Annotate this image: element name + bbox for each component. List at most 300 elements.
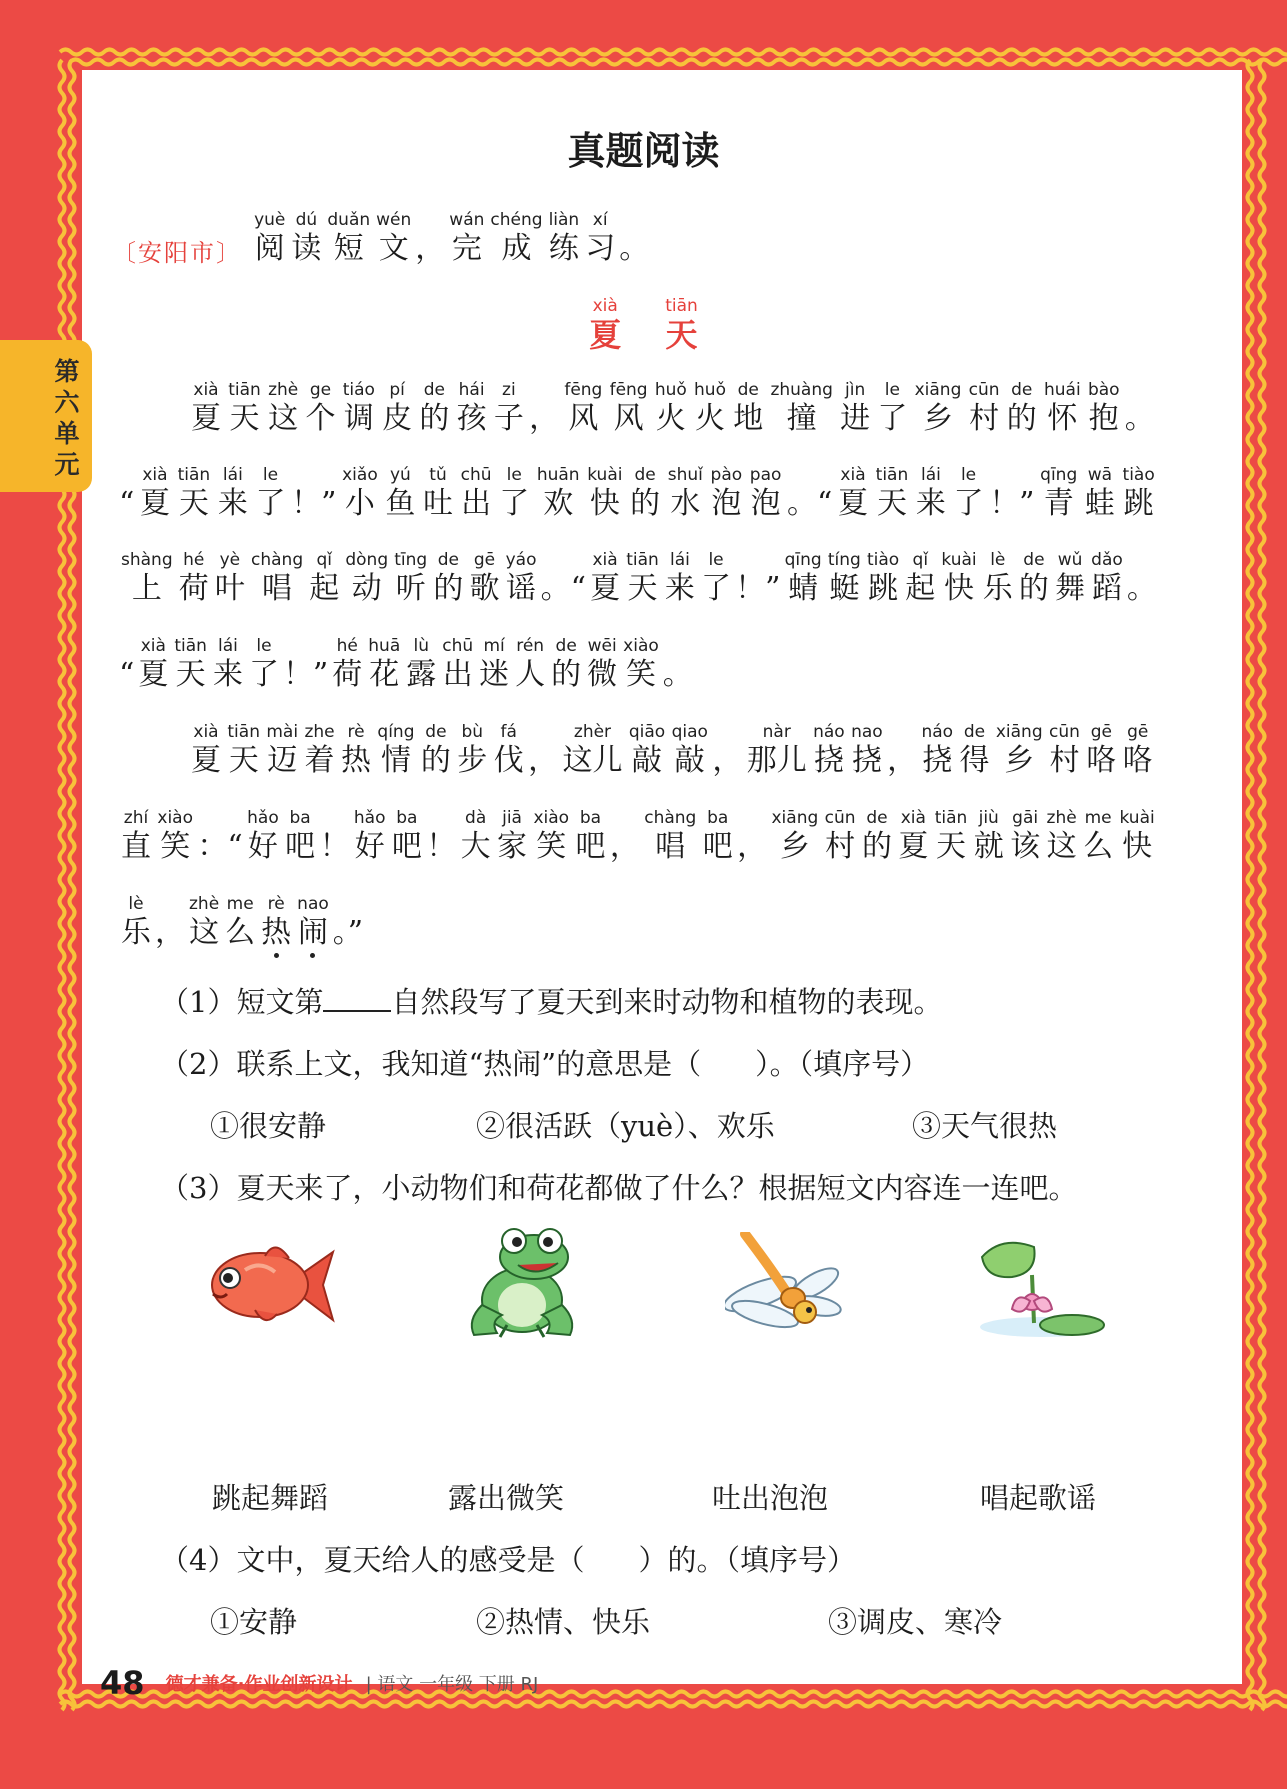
passage-char [227, 722, 260, 780]
hanzi: 吧 [702, 829, 733, 864]
hanzi: 天 [229, 401, 260, 436]
punctuation: ！ [426, 829, 457, 864]
passage-char [343, 380, 375, 438]
punctuation: ！” [291, 486, 337, 521]
hanzi: 来 [915, 486, 946, 521]
passage-char [179, 550, 209, 608]
passage-char [191, 380, 221, 438]
hanzi: 蹈 [1091, 571, 1122, 606]
answer-blank[interactable] [323, 984, 391, 1012]
pinyin: xiǎo [342, 465, 378, 485]
hanzi: 的 [630, 486, 661, 521]
passage-line [188, 722, 1156, 780]
hanzi: 舞 [1055, 571, 1086, 606]
hanzi: 敲 [674, 743, 705, 778]
hanzi: 快 [589, 486, 620, 521]
pinyin: shuǐ [667, 465, 703, 485]
passage-char [461, 808, 491, 866]
instruction-char [291, 210, 321, 268]
pinyin: tiān [177, 465, 211, 485]
pinyin: wán [449, 210, 485, 230]
pinyin: chàng [251, 550, 304, 570]
hanzi: 家 [497, 829, 528, 864]
pinyin: le [506, 465, 522, 485]
pinyin: qīng [784, 550, 822, 570]
pinyin: chū [442, 636, 474, 656]
hanzi: 吐 [423, 486, 454, 521]
pinyin: xià [193, 722, 219, 742]
hanzi: 谣 [506, 571, 537, 606]
hanzi: 露 [406, 657, 437, 692]
pinyin: wēi [587, 636, 617, 656]
hanzi: 完 [451, 231, 482, 266]
punctuation: ！” [735, 571, 781, 606]
source-label: 〔安阳市〕 [112, 239, 242, 267]
hanzi: 天 [936, 829, 967, 864]
hanzi: 么 [225, 915, 256, 950]
hanzi: 挠 [922, 743, 953, 778]
instruction-char [376, 210, 411, 268]
pinyin: cūn [824, 808, 856, 828]
pinyin: hǎo [353, 808, 386, 828]
passage-char [825, 808, 856, 866]
hanzi: 天 [876, 486, 907, 521]
pinyin: tiān [228, 380, 261, 400]
passage-char [247, 808, 279, 866]
pinyin: de [423, 380, 446, 400]
pinyin: jìn [845, 380, 866, 400]
punctuation: ， [155, 915, 185, 950]
passage-line [118, 894, 364, 952]
pinyin: dǎo [1091, 550, 1123, 570]
hanzi: 荷 [178, 571, 209, 606]
punctuation: ！” [282, 657, 329, 692]
hanzi: 快 [1122, 829, 1153, 864]
pinyin: fēng [609, 380, 648, 400]
hanzi: 的 [861, 829, 892, 864]
punctuation: ！” [989, 486, 1035, 521]
hanzi: 欢 [543, 486, 574, 521]
passage-char [392, 808, 422, 866]
hanzi: 天 [665, 316, 698, 354]
passage-char [877, 380, 907, 438]
instruction-text [251, 210, 650, 268]
passage-char [266, 722, 298, 780]
hanzi: 青 [1043, 486, 1074, 521]
unit-tab-label: 第六单元 [54, 357, 80, 479]
pinyin: shàng [121, 550, 173, 570]
hanzi: 乡 [923, 401, 953, 436]
passage-char [174, 636, 207, 694]
passage-char [1019, 550, 1049, 608]
action-label-1: 跳起舞蹈 [212, 1481, 329, 1515]
hanzi: 的 [551, 657, 582, 692]
pinyin: fēng [564, 380, 603, 400]
pinyin: gē [1090, 722, 1112, 742]
hanzi: 直 [121, 829, 151, 864]
passage-char [225, 894, 255, 952]
lotus-icon[interactable] [972, 1235, 1122, 1340]
page-number: 48 [100, 1664, 145, 1702]
passage-char [915, 380, 962, 438]
pinyin: de [737, 380, 759, 400]
passage-char [1055, 550, 1085, 608]
passage-char [297, 894, 329, 952]
passage-char [394, 550, 427, 608]
pinyin: qīng [1040, 465, 1078, 485]
passage-char [419, 380, 449, 438]
passage-char [564, 380, 602, 438]
passage-char [770, 380, 832, 438]
punctuation: 。 [619, 231, 650, 266]
passage-char [533, 808, 569, 866]
pinyin: ba [396, 808, 418, 828]
pinyin: gē [473, 550, 496, 570]
book-info: | 语文 一年级 下册 RJ [365, 1674, 539, 1695]
passage-char [442, 636, 473, 694]
passage-char [575, 808, 605, 866]
punctuation: 。“ [540, 571, 586, 606]
pinyin: kuài [941, 550, 977, 570]
punctuation: ， [609, 829, 640, 864]
pinyin: dú [295, 210, 318, 230]
passage-char [772, 808, 819, 866]
punctuation: ！ [319, 829, 350, 864]
question-4: （4）文中，夏天给人的感受是（ ）的。（填序号） [160, 1543, 856, 1577]
fish-icon[interactable] [205, 1230, 335, 1335]
hanzi: 读 [291, 231, 322, 266]
hanzi: 笑 [625, 657, 656, 692]
pinyin: nao [851, 722, 883, 742]
passage-char [1123, 722, 1153, 780]
pinyin: tiào [1122, 465, 1155, 485]
pinyin: dòng [345, 550, 389, 570]
pinyin: me [1084, 808, 1112, 828]
passage-char [457, 380, 487, 438]
passage-char [672, 722, 708, 780]
hanzi: 村 [969, 401, 1000, 436]
q2-option-1: ①很安静 [210, 1109, 327, 1143]
hanzi: 的 [419, 401, 450, 436]
pinyin: xiào [623, 636, 659, 656]
hanzi: 热 [341, 743, 372, 778]
pinyin: huān [536, 465, 580, 485]
hanzi: 子 [493, 401, 524, 436]
hanzi: 村 [825, 829, 856, 864]
pinyin: de [866, 808, 888, 828]
hanzi: 皮 [382, 401, 413, 436]
hanzi: 动 [351, 571, 382, 606]
pinyin: xiāng [771, 808, 819, 828]
passage-char [1123, 465, 1155, 523]
passage-char [268, 380, 298, 438]
hanzi: 撞 [786, 401, 817, 436]
passage-char [1085, 465, 1115, 523]
pinyin: huā [368, 636, 401, 656]
pinyin: bào [1087, 380, 1120, 400]
pinyin: zhèr [573, 722, 612, 742]
pinyin: de [425, 722, 447, 742]
hanzi: 练 [548, 231, 579, 266]
pinyin: gē [1127, 722, 1149, 742]
pinyin: duǎn [327, 210, 371, 230]
hanzi: 迈 [267, 743, 298, 778]
pinyin: de [437, 550, 459, 570]
pinyin: tiān [665, 296, 698, 316]
passage-char [121, 894, 151, 952]
passage-char [733, 380, 763, 438]
pinyin: hé [336, 636, 358, 656]
hanzi: 敲 [632, 743, 663, 778]
pinyin: tiān [626, 550, 659, 570]
passage-char [189, 894, 219, 952]
passage-char [304, 722, 334, 780]
pinyin: zhí [123, 808, 149, 828]
hanzi: 上 [131, 571, 162, 606]
q4-option-1: ①安静 [210, 1605, 298, 1639]
instruction-char [254, 210, 285, 268]
pinyin: de [963, 722, 986, 742]
passage-char [461, 465, 492, 523]
hanzi: 了 [877, 401, 908, 436]
hanzi: 闹 [297, 915, 328, 950]
hanzi: 来 [212, 657, 243, 692]
pinyin: huǒ [654, 380, 687, 400]
page-title: 真题阅读 [567, 129, 720, 173]
instruction-char [449, 210, 484, 268]
hanzi: 夏 [898, 829, 929, 864]
hanzi: 这 [1046, 829, 1077, 864]
punctuation: 。 [1126, 571, 1157, 606]
hanzi: 起 [905, 571, 936, 606]
passage-char [191, 722, 221, 780]
pinyin: rén [516, 636, 545, 656]
hanzi: 泡 [711, 486, 742, 521]
passage-char [121, 550, 173, 608]
story-title-char [665, 296, 698, 354]
pinyin: lái [920, 465, 941, 485]
pinyin: tiān [174, 636, 207, 656]
passage-line [118, 636, 694, 694]
hanzi: 夏 [139, 486, 170, 521]
pinyin: tiān [227, 722, 260, 742]
punctuation: “ [119, 486, 135, 521]
hanzi: 乐 [982, 571, 1013, 606]
passage-char [368, 636, 400, 694]
pinyin: yuè [254, 210, 286, 230]
pinyin: hái [458, 380, 485, 400]
hanzi: 夏 [589, 316, 622, 354]
pinyin: lè [990, 550, 1006, 570]
hanzi: 这 [268, 401, 299, 436]
passage-char [285, 808, 315, 866]
passage-char [499, 465, 529, 523]
brand-name: 德才兼备·作业创新设计 [165, 1674, 353, 1695]
pinyin: rè [267, 894, 285, 914]
hanzi: 个 [305, 401, 336, 436]
pinyin: pí [389, 380, 405, 400]
pinyin: zi [502, 380, 516, 400]
pinyin: rè [347, 722, 365, 742]
passage-char [385, 465, 415, 523]
passage-char [1049, 722, 1080, 780]
punctuation: ， [528, 743, 559, 778]
action-label-2: 露出微笑 [448, 1481, 565, 1515]
question-3: （3）夏天来了，小动物们和荷花都做了什么？根据短文内容连一连吧。 [160, 1171, 1078, 1205]
passage-char [905, 550, 935, 608]
hanzi: 天 [627, 571, 658, 606]
passage-char [1044, 380, 1081, 438]
pinyin: le [262, 465, 279, 485]
passage-char [954, 465, 984, 523]
hanzi: 村 [1049, 743, 1080, 778]
hanzi: 着 [304, 743, 335, 778]
pinyin: tíng [827, 550, 861, 570]
hanzi: 挠 [851, 743, 882, 778]
hanzi: 小 [344, 486, 375, 521]
q2-option-3: ③天气很热 [912, 1109, 1058, 1143]
hanzi: 听 [395, 571, 426, 606]
passage-char [665, 550, 695, 608]
hanzi: 唱 [262, 571, 293, 606]
passage-char [630, 465, 660, 523]
passage-char [354, 808, 386, 866]
hanzi: 出 [442, 657, 473, 692]
passage-char [1040, 465, 1077, 523]
pinyin: dà [465, 808, 487, 828]
story-title-char [589, 296, 621, 354]
hanzi: 这儿 [562, 743, 623, 778]
punctuation: 。” [332, 915, 364, 950]
pinyin: nao [297, 894, 329, 914]
passage-char [140, 465, 170, 523]
instruction [112, 210, 650, 268]
hanzi: 夏 [191, 401, 221, 436]
passage-char [668, 465, 703, 523]
passage-char [785, 550, 822, 608]
passage-char [256, 465, 286, 523]
passage-char [342, 465, 378, 523]
passage-char [750, 465, 782, 523]
hanzi: 蜓 [829, 571, 860, 606]
passage-char [629, 722, 665, 780]
passage-char [345, 550, 388, 608]
passage-char [309, 550, 339, 608]
pinyin: ge [309, 380, 332, 400]
pinyin: xià [592, 550, 618, 570]
pinyin: tiān [875, 465, 909, 485]
hanzi: 抱 [1088, 401, 1119, 436]
pinyin: mài [266, 722, 299, 742]
passage-char [983, 550, 1013, 608]
passage-char [996, 722, 1043, 780]
hanzi: 来 [664, 571, 695, 606]
passage-char [215, 550, 245, 608]
passage-char [421, 722, 451, 780]
passage-char [213, 636, 243, 694]
q4-option-3: ③调皮、寒冷 [828, 1605, 1003, 1639]
question-2: （2）联系上文，我知道“热闹”的意思是（ ）。（填序号） [160, 1047, 930, 1081]
punctuation: 。“ [787, 486, 833, 521]
pinyin: zhè [1046, 808, 1077, 828]
pinyin: jiā [502, 808, 522, 828]
pinyin: tīng [394, 550, 428, 570]
passage-char [138, 636, 168, 694]
passage-char [218, 465, 248, 523]
pinyin: cūn [1049, 722, 1080, 742]
hanzi: 歌 [469, 571, 500, 606]
dragonfly-icon[interactable] [725, 1232, 845, 1342]
passage-char [1010, 808, 1040, 866]
hanzi: 跳 [868, 571, 899, 606]
passage-char [655, 380, 687, 438]
hanzi: 调 [343, 401, 374, 436]
hanzi: 夏 [138, 657, 169, 692]
hanzi: 短 [333, 231, 364, 266]
passage-char [469, 550, 499, 608]
pinyin: zhe [304, 722, 335, 742]
passage-char [332, 636, 362, 694]
q4-option-2: ②热情、快乐 [476, 1605, 651, 1639]
punctuation: “ [119, 657, 135, 692]
passage-char [251, 550, 303, 608]
passage-char [537, 465, 580, 523]
hanzi: 的 [420, 743, 451, 778]
pinyin: hǎo [247, 808, 279, 828]
hanzi: 快 [944, 571, 975, 606]
passage-char [813, 722, 845, 780]
pinyin: zhè [268, 380, 299, 400]
pinyin: wǔ [1057, 550, 1083, 570]
passage-char [1047, 808, 1077, 866]
pinyin: zhè [189, 894, 220, 914]
hanzi: 迷 [479, 657, 510, 692]
passage-char [969, 380, 1000, 438]
pinyin: tǔ [429, 465, 447, 485]
pinyin: xiāng [995, 722, 1043, 742]
pinyin: xiào [533, 808, 570, 828]
punctuation: ， [887, 743, 918, 778]
pinyin: lù [413, 636, 429, 656]
passage-char [494, 722, 524, 780]
hanzi: 大 [460, 829, 491, 864]
hanzi: 天 [175, 657, 206, 692]
passage-char [711, 465, 743, 523]
passage-char [876, 465, 909, 523]
q2-option-2: ②很活跃（yuè）、欢乐 [476, 1109, 775, 1143]
punctuation: ， [712, 743, 743, 778]
hanzi: 夏 [590, 571, 621, 606]
hanzi: 蛙 [1084, 486, 1115, 521]
pinyin: le [708, 550, 724, 570]
passage-char [898, 808, 928, 866]
passage-char [644, 808, 696, 866]
hanzi: 叶 [214, 571, 245, 606]
hanzi: 乐 [121, 915, 151, 950]
hanzi: 该 [1010, 829, 1041, 864]
hanzi: 好 [354, 829, 385, 864]
pinyin: chū [460, 465, 492, 485]
pinyin: wén [376, 210, 412, 230]
frog-icon[interactable] [462, 1225, 582, 1340]
hanzi: 鱼 [385, 486, 416, 521]
hanzi: 情 [380, 743, 411, 778]
pinyin: chàng [644, 808, 697, 828]
hanzi: 挠 [813, 743, 844, 778]
hanzi: 孩 [456, 401, 487, 436]
hanzi: 那儿 [746, 743, 807, 778]
punctuation: ， [737, 829, 768, 864]
